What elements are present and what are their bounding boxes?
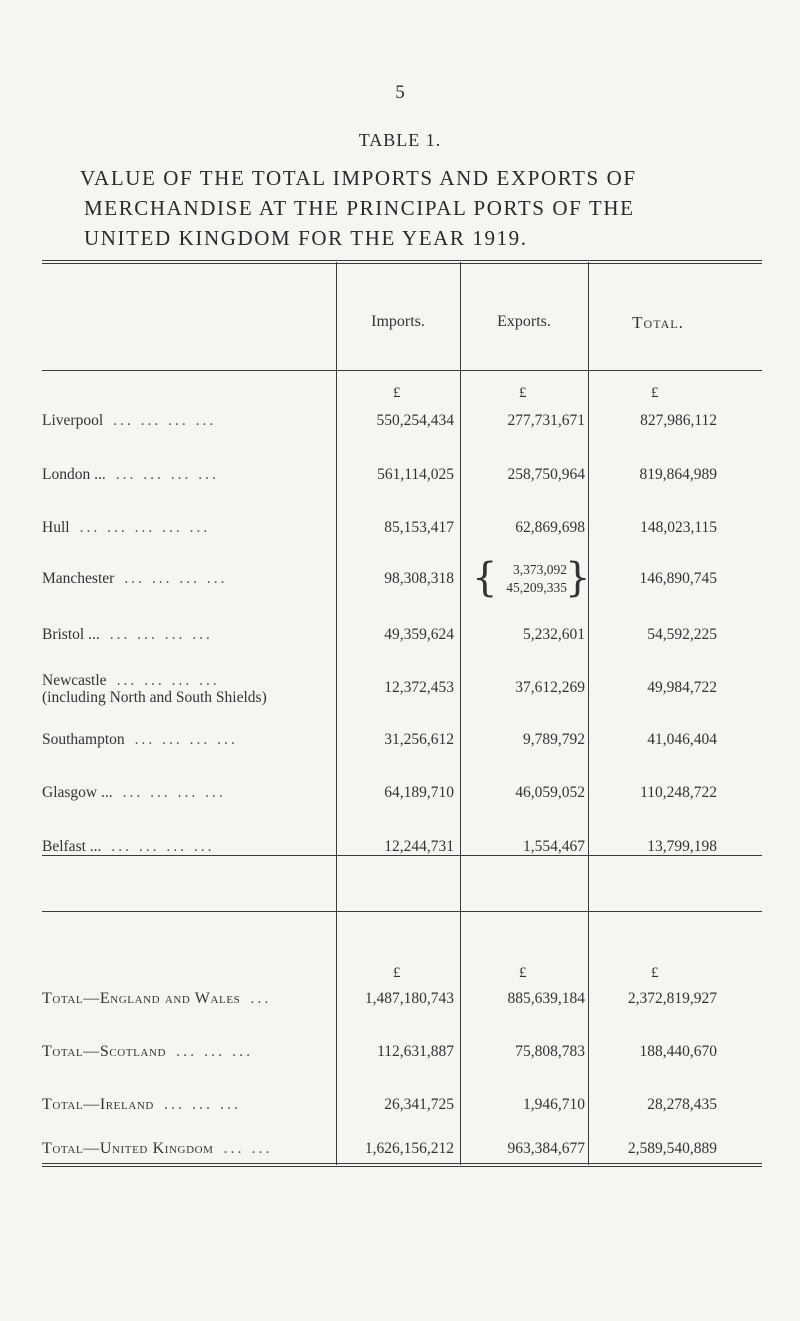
exports-value: 963,384,677 <box>507 1140 585 1157</box>
leader-dots: ... ... ... <box>163 1096 241 1113</box>
leader-dots: ... ... ... ... <box>111 838 215 855</box>
total-value: 13,799,198 <box>647 838 717 855</box>
leader-dots: ... ... ... ... <box>109 626 213 643</box>
imports-value: 26,341,725 <box>384 1096 454 1113</box>
leader-dots: ... ... <box>223 1140 273 1157</box>
table-top-rule <box>42 260 762 261</box>
row-label: Belfast ... <box>42 838 102 855</box>
leader-dots: ... ... ... ... <box>124 570 228 587</box>
currency-symbol-exports: £ <box>519 965 527 981</box>
imports-value: 550,254,434 <box>376 412 454 429</box>
total-value: 2,589,540,889 <box>627 1140 717 1157</box>
leader-dots: ... ... ... ... <box>122 784 226 801</box>
column-header-exports: Exports. <box>497 313 551 330</box>
imports-value: 12,372,453 <box>384 679 454 696</box>
exports-value: 277,731,671 <box>507 412 585 429</box>
exports-value: 62,869,698 <box>515 519 585 536</box>
exports-value: 46,059,052 <box>515 784 585 801</box>
total-value: 146,890,745 <box>639 570 717 587</box>
leader-dots: ... ... ... ... <box>115 466 219 483</box>
currency-symbol-exports: £ <box>519 385 527 401</box>
leader-dots: ... ... ... ... ... <box>79 519 211 536</box>
total-value: 819,864,989 <box>639 466 717 483</box>
imports-value: 1,487,180,743 <box>364 990 454 1007</box>
total-value: 188,440,670 <box>639 1043 717 1060</box>
currency-symbol-total: £ <box>651 385 659 401</box>
leader-dots: ... ... ... ... <box>134 731 238 748</box>
total-value: 28,278,435 <box>647 1096 717 1113</box>
left-brace: { <box>472 555 498 601</box>
exports-value: 1,946,710 <box>523 1096 585 1113</box>
imports-value: 12,244,731 <box>384 838 454 855</box>
row-label: Total—England and Wales <box>42 990 241 1007</box>
row-label: Total—Scotland <box>42 1043 167 1060</box>
exports-value: 75,808,783 <box>515 1043 585 1060</box>
exports-value: 37,612,269 <box>515 679 585 696</box>
exports-value: 5,232,601 <box>523 626 585 643</box>
imports-value: 31,256,612 <box>384 731 454 748</box>
row-label: Bristol ... <box>42 626 100 643</box>
column-header-total: Total. <box>632 313 684 332</box>
total-value: 148,023,115 <box>640 519 717 536</box>
exports-value: 1,554,467 <box>523 838 585 855</box>
total-value: 827,986,112 <box>640 412 717 429</box>
leader-dots: ... ... ... ... <box>113 412 217 429</box>
row-label: Liverpool <box>42 412 104 429</box>
table-title <box>80 163 760 253</box>
imports-value: 561,114,025 <box>377 466 454 483</box>
column-divider-2 <box>460 262 461 1165</box>
column-divider-3 <box>588 262 589 1165</box>
row-sublabel: (including North and South Shields) <box>42 689 267 706</box>
total-value: 54,592,225 <box>647 626 717 643</box>
column-divider-1 <box>336 262 337 1165</box>
imports-value: 49,359,624 <box>384 626 454 643</box>
table-top-rule-2 <box>42 263 762 264</box>
imports-value: 85,153,417 <box>384 519 454 536</box>
row-label: Newcastle <box>42 672 107 689</box>
total-value: 2,372,819,927 <box>627 990 717 1007</box>
imports-value: 112,631,887 <box>377 1043 454 1060</box>
table-bottom-rule-2 <box>42 1166 762 1167</box>
header-bottom-rule <box>42 370 762 371</box>
exports-value: 885,639,184 <box>507 990 585 1007</box>
row-label: Hull <box>42 519 70 536</box>
row-label: London ... <box>42 466 106 483</box>
exports-value-2: 45,209,335 <box>506 580 567 595</box>
exports-value: 9,789,792 <box>523 731 585 748</box>
table-title-line-2: MERCHANDISE AT THE PRINCIPAL PORTS OF THE <box>84 196 635 220</box>
row-label: Total—United Kingdom <box>42 1140 214 1157</box>
totals-divider-rule <box>42 911 762 912</box>
row-label: Southampton <box>42 731 125 748</box>
total-value: 110,248,722 <box>640 784 717 801</box>
row-label: Glasgow ... <box>42 784 113 801</box>
table-caption: TABLE 1. <box>358 130 442 150</box>
imports-value: 98,308,318 <box>384 570 454 587</box>
leader-dots: ... ... ... <box>176 1043 254 1060</box>
right-brace: } <box>565 555 591 601</box>
total-value: 41,046,404 <box>647 731 717 748</box>
column-header-imports: Imports. <box>371 313 425 330</box>
currency-symbol-total: £ <box>651 965 659 981</box>
imports-value: 64,189,710 <box>384 784 454 801</box>
total-value: 49,984,722 <box>647 679 717 696</box>
imports-value: 1,626,156,212 <box>364 1140 454 1157</box>
table-bottom-rule <box>42 1163 762 1164</box>
exports-value-1: 3,373,092 <box>513 562 567 577</box>
currency-symbol-imports: £ <box>393 965 401 981</box>
row-label: Manchester <box>42 570 115 587</box>
row-label: Total—Ireland <box>42 1096 154 1113</box>
exports-split-values <box>506 561 567 597</box>
table-title-line-1: VALUE OF THE TOTAL IMPORTS AND EXPORTS OF <box>80 166 637 190</box>
currency-symbol-imports: £ <box>393 385 401 401</box>
page-number: 5 <box>395 82 405 103</box>
leader-dots: ... <box>250 990 272 1007</box>
leader-dots: ... ... ... ... <box>116 672 220 689</box>
exports-value: 258,750,964 <box>507 466 585 483</box>
table-title-line-3: UNITED KINGDOM FOR THE YEAR 1919. <box>84 226 528 250</box>
